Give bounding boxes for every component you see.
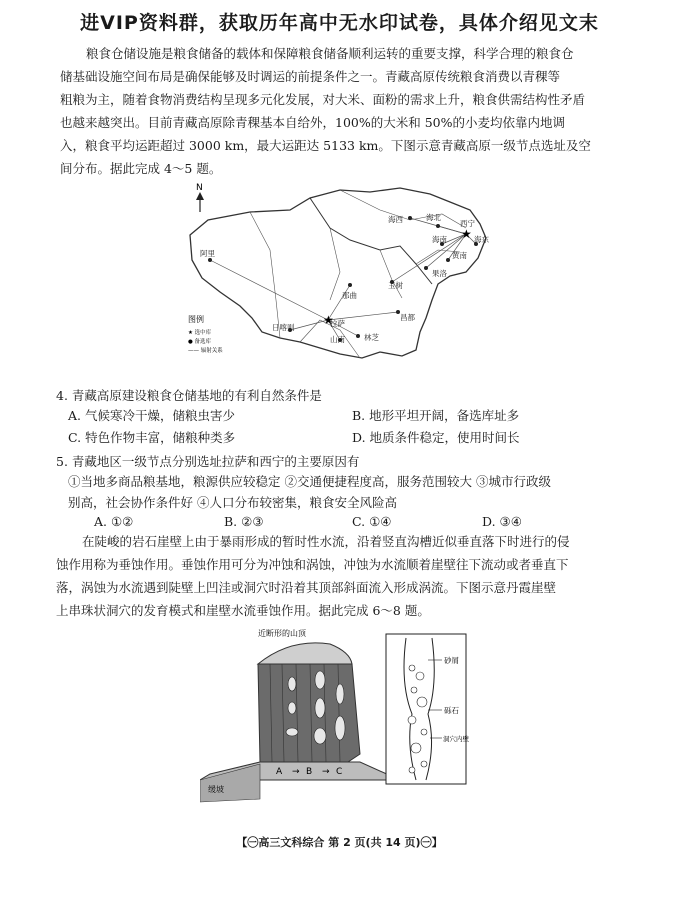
inset-label: 砂屑 xyxy=(444,656,459,665)
north-arrow-icon xyxy=(196,183,204,212)
place-label: 昌都 xyxy=(400,313,415,322)
stage-label: A xyxy=(276,767,283,777)
inset-label: 洞穴内壁 xyxy=(443,735,469,743)
place-label: 黄南 xyxy=(452,251,467,260)
inset-label: 砾石 xyxy=(444,706,459,715)
place-label: 日喀则 xyxy=(272,323,295,332)
passage-line: 落，涡蚀为水流遇到陡壁上凹洼或洞穴时沿着其顶部斜面流入形成涡流。下图示意丹霞崖壁 xyxy=(56,580,557,595)
star-icon-lhasa: ★ xyxy=(323,313,334,327)
place-label: 西宁 xyxy=(460,219,475,228)
q4-stem: 4. 青藏高原建设粮食仓储基地的有利自然条件是 xyxy=(56,388,322,403)
arrow-right-icon: → xyxy=(292,767,300,777)
q4-option-b[interactable]: B. 地形平坦开阔，备选库址多 xyxy=(352,408,520,423)
passage-danxia-erosion xyxy=(56,530,570,622)
passage-line: 粗粮为主，随着食物消费结构呈现多元化发展，对大米、面粉的需求上升，粮食供需结构性矛盾 xyxy=(60,92,586,107)
passage-line: 也越来越突出。目前青藏高原除青稞基本自给外，100%的大米和 50%的小麦均依靠内地调 xyxy=(60,115,565,130)
legend-title: 图例 xyxy=(188,315,204,324)
star-icon-xining: ★ xyxy=(461,227,472,241)
place-label: 拉萨 xyxy=(330,319,345,328)
q5-option-a[interactable]: A. ①② xyxy=(94,514,134,529)
place-label: 果洛 xyxy=(432,269,447,278)
north-label: N xyxy=(196,183,203,193)
place-label: 玉树 xyxy=(388,281,403,290)
stage-label: B xyxy=(306,767,313,777)
stage-label: C xyxy=(336,767,343,777)
gentle-slope-label: 缓坡 xyxy=(208,785,224,794)
place-label: 海南 xyxy=(432,235,447,244)
q5-stem: 5. 青藏地区一级节点分别选址拉萨和西宁的主要原因有 xyxy=(56,454,360,469)
passage-line: 蚀作用称为垂蚀作用。垂蚀作用可分为冲蚀和涡蚀，冲蚀为水流顺着崖壁往下流动或者垂直下 xyxy=(56,557,569,572)
arrow-right-icon: → xyxy=(322,767,330,777)
place-label: 海东 xyxy=(474,235,489,244)
map-legend xyxy=(188,314,223,354)
tibet-plateau-node-map xyxy=(180,180,510,380)
passage-line: 入，粮食平均运距超过 3000 km，最大运距达 5133 km。下图示意青藏高原一级节点选址及空 xyxy=(60,138,591,153)
q5-option-b[interactable]: B. ②③ xyxy=(224,514,264,529)
legend-item: ★ 选中库 xyxy=(188,330,212,336)
q4-option-a[interactable]: A. 气候寒冷干燥，储粮虫害少 xyxy=(68,408,235,423)
passage-line: 在陡峻的岩石崖壁上由于暴雨形成的暂时性水流，沿着竖直沟槽近似垂直落下时进行的侵 xyxy=(82,534,570,549)
passage-line: 上串珠状洞穴的发育模式和崖壁水流垂蚀作用。据此完成 6～8 题。 xyxy=(56,603,430,618)
danxia-cliff-figure xyxy=(200,624,480,824)
page-footer: 【㊀高三文科综合 第 2 页(共 14 页)㊀】 xyxy=(236,836,443,849)
legend-item: ● 备选库 xyxy=(188,339,212,345)
place-label: 海西 xyxy=(388,215,403,224)
q5-option-c[interactable]: C. ①④ xyxy=(352,514,392,529)
q5-statements-line: ①当地多商品粮基地，粮源供应较稳定 ②交通便捷程度高，服务范围较大 ③城市行政级 xyxy=(68,474,551,489)
q5-option-d[interactable]: D. ③④ xyxy=(482,514,522,529)
passage-grain-storage xyxy=(60,42,591,180)
passage-line: 储基础设施空间布局是确保能够及时调运的前提条件之一。青藏高原传统粮食消费以青稞等 xyxy=(60,69,561,84)
q5-statements-line: 别高，社会协作条件好 ④人口分布较密集，粮食安全风险高 xyxy=(68,495,397,510)
place-label: 林芝 xyxy=(364,333,379,342)
legend-item: —— 辐射关系 xyxy=(188,348,223,354)
passage-line: 间分布。据此完成 4～5 题。 xyxy=(60,161,222,176)
place-label: 那曲 xyxy=(342,291,357,300)
promo-banner: 进VIP资料群，获取历年高中无水印试卷，具体介绍见文末 xyxy=(80,12,599,34)
place-label: 山南 xyxy=(330,335,345,344)
q4-option-d[interactable]: D. 地质条件稳定，使用时间长 xyxy=(352,430,520,445)
hilltop-label: 近断形的山顶 xyxy=(258,629,306,638)
place-label: 海北 xyxy=(426,213,441,222)
passage-line: 粮食仓储设施是粮食储备的载体和保障粮食储备顺利运转的重要支撑，科学合理的粮食仓 xyxy=(86,46,574,61)
place-label: 阿里 xyxy=(200,249,215,258)
q4-option-c[interactable]: C. 特色作物丰富，储粮种类多 xyxy=(68,430,236,445)
